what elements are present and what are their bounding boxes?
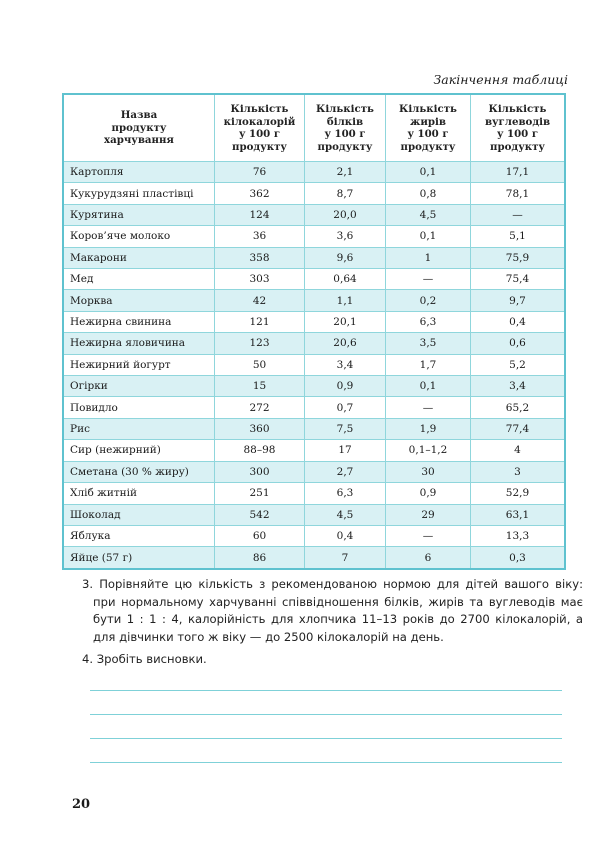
fats-cell: 0,8 bbox=[386, 183, 471, 204]
table-row bbox=[63, 504, 565, 525]
carbohydrates-cell: 77,4 bbox=[471, 418, 566, 439]
table-row bbox=[63, 269, 565, 290]
fats-cell: 3,5 bbox=[386, 333, 471, 354]
carbohydrates-cell: 17,1 bbox=[471, 162, 566, 183]
proteins-cell: 0,64 bbox=[305, 269, 386, 290]
carbohydrates-cell: 75,9 bbox=[471, 247, 566, 268]
proteins-cell: 0,9 bbox=[305, 376, 386, 397]
product-name-cell: Хліб житній bbox=[63, 483, 215, 504]
carbohydrates-cell: 0,3 bbox=[471, 547, 566, 569]
table-row bbox=[63, 204, 565, 225]
fats-cell: 0,2 bbox=[386, 290, 471, 311]
task-3-text: 3. Порівняйте цю кількість з рекомендованою нормою для дітей вашого віку: при нормальному харчуванні співвідношення білків, жирів та вуглеводів має бути 1 : 1 : 4, калорійність для хлопчика 11–13 років до 2700 кілокалорій, а для дівчинки того ж віку — до 2500 кілокалорій на день. bbox=[82, 577, 583, 644]
fats-cell: 6,3 bbox=[386, 311, 471, 332]
nutrition-table bbox=[62, 93, 566, 570]
header-kilocalories: Кількість кілокалорій у 100 г продукту bbox=[215, 94, 305, 162]
nutrition-table-container bbox=[62, 93, 566, 570]
table-row bbox=[63, 162, 565, 183]
task-4-text: 4. Зробіть висновки. bbox=[82, 652, 207, 666]
table-row bbox=[63, 440, 565, 461]
carbohydrates-cell: 9,7 bbox=[471, 290, 566, 311]
fats-cell: 30 bbox=[386, 461, 471, 482]
kilocalories-cell: 123 bbox=[215, 333, 305, 354]
carbohydrates-cell: 5,1 bbox=[471, 226, 566, 247]
header-carbohydrates: Кількість вуглеводів у 100 г продукту bbox=[471, 94, 566, 162]
product-name-cell: Сметана (30 % жиру) bbox=[63, 461, 215, 482]
fats-cell: — bbox=[386, 269, 471, 290]
kilocalories-cell: 303 bbox=[215, 269, 305, 290]
proteins-cell: 4,5 bbox=[305, 504, 386, 525]
carbohydrates-cell: 5,2 bbox=[471, 354, 566, 375]
product-name-cell: Картопля bbox=[63, 162, 215, 183]
fats-cell: 6 bbox=[386, 547, 471, 569]
kilocalories-cell: 86 bbox=[215, 547, 305, 569]
kilocalories-cell: 542 bbox=[215, 504, 305, 525]
product-name-cell: Макарони bbox=[63, 247, 215, 268]
product-name-cell: Яйце (57 г) bbox=[63, 547, 215, 569]
page-number: 20 bbox=[72, 797, 91, 812]
product-name-cell: Сир (нежирний) bbox=[63, 440, 215, 461]
table-row bbox=[63, 461, 565, 482]
proteins-cell: 17 bbox=[305, 440, 386, 461]
proteins-cell: 3,4 bbox=[305, 354, 386, 375]
proteins-cell: 20,1 bbox=[305, 311, 386, 332]
carbohydrates-cell: 4 bbox=[471, 440, 566, 461]
table-row bbox=[63, 290, 565, 311]
kilocalories-cell: 360 bbox=[215, 418, 305, 439]
proteins-cell: 0,4 bbox=[305, 525, 386, 546]
proteins-cell: 1,1 bbox=[305, 290, 386, 311]
table-header-row bbox=[63, 94, 565, 162]
kilocalories-cell: 50 bbox=[215, 354, 305, 375]
table-caption: Закінчення таблиці bbox=[433, 72, 568, 87]
table-row bbox=[63, 311, 565, 332]
kilocalories-cell: 60 bbox=[215, 525, 305, 546]
kilocalories-cell: 300 bbox=[215, 461, 305, 482]
carbohydrates-cell: 3 bbox=[471, 461, 566, 482]
kilocalories-cell: 362 bbox=[215, 183, 305, 204]
table-row bbox=[63, 525, 565, 546]
kilocalories-cell: 124 bbox=[215, 204, 305, 225]
carbohydrates-cell: 78,1 bbox=[471, 183, 566, 204]
proteins-cell: 7 bbox=[305, 547, 386, 569]
carbohydrates-cell: 0,6 bbox=[471, 333, 566, 354]
product-name-cell: Кукурудзяні пластівці bbox=[63, 183, 215, 204]
fats-cell: 1 bbox=[386, 247, 471, 268]
kilocalories-cell: 272 bbox=[215, 397, 305, 418]
proteins-cell: 8,7 bbox=[305, 183, 386, 204]
table-row bbox=[63, 183, 565, 204]
fats-cell: 0,1–1,2 bbox=[386, 440, 471, 461]
proteins-cell: 6,3 bbox=[305, 483, 386, 504]
carbohydrates-cell: — bbox=[471, 204, 566, 225]
product-name-cell: Нежирна свинина bbox=[63, 311, 215, 332]
table-body bbox=[63, 162, 565, 570]
table-row bbox=[63, 397, 565, 418]
product-name-cell: Яблука bbox=[63, 525, 215, 546]
product-name-cell: Коров’яче молоко bbox=[63, 226, 215, 247]
answer-line[interactable] bbox=[90, 690, 562, 691]
product-name-cell: Повидло bbox=[63, 397, 215, 418]
fats-cell: 1,7 bbox=[386, 354, 471, 375]
proteins-cell: 0,7 bbox=[305, 397, 386, 418]
header-fats: Кількість жирів у 100 г продукту bbox=[386, 94, 471, 162]
answer-line[interactable] bbox=[90, 762, 562, 763]
fats-cell: 0,1 bbox=[386, 376, 471, 397]
fats-cell: 0,9 bbox=[386, 483, 471, 504]
kilocalories-cell: 15 bbox=[215, 376, 305, 397]
carbohydrates-cell: 63,1 bbox=[471, 504, 566, 525]
carbohydrates-cell: 75,4 bbox=[471, 269, 566, 290]
header-proteins: Кількість білків у 100 г продукту bbox=[305, 94, 386, 162]
product-name-cell: Курятина bbox=[63, 204, 215, 225]
kilocalories-cell: 121 bbox=[215, 311, 305, 332]
fats-cell: 1,9 bbox=[386, 418, 471, 439]
carbohydrates-cell: 3,4 bbox=[471, 376, 566, 397]
product-name-cell: Морква bbox=[63, 290, 215, 311]
kilocalories-cell: 76 bbox=[215, 162, 305, 183]
fats-cell: — bbox=[386, 525, 471, 546]
answer-line[interactable] bbox=[90, 714, 562, 715]
kilocalories-cell: 42 bbox=[215, 290, 305, 311]
table-row bbox=[63, 376, 565, 397]
table-row bbox=[63, 418, 565, 439]
table-row bbox=[63, 247, 565, 268]
product-name-cell: Нежирний йогурт bbox=[63, 354, 215, 375]
kilocalories-cell: 36 bbox=[215, 226, 305, 247]
carbohydrates-cell: 52,9 bbox=[471, 483, 566, 504]
table-row bbox=[63, 483, 565, 504]
proteins-cell: 20,0 bbox=[305, 204, 386, 225]
proteins-cell: 2,1 bbox=[305, 162, 386, 183]
fats-cell: 29 bbox=[386, 504, 471, 525]
proteins-cell: 20,6 bbox=[305, 333, 386, 354]
table-row bbox=[63, 333, 565, 354]
table-row bbox=[63, 354, 565, 375]
fats-cell: 0,1 bbox=[386, 226, 471, 247]
table-row bbox=[63, 547, 565, 569]
proteins-cell: 9,6 bbox=[305, 247, 386, 268]
kilocalories-cell: 88–98 bbox=[215, 440, 305, 461]
answer-line[interactable] bbox=[90, 738, 562, 739]
product-name-cell: Рис bbox=[63, 418, 215, 439]
fats-cell: 0,1 bbox=[386, 162, 471, 183]
table-row bbox=[63, 226, 565, 247]
product-name-cell: Мед bbox=[63, 269, 215, 290]
header-product-name: Назва продукту харчування bbox=[63, 94, 215, 162]
product-name-cell: Нежирна яловичина bbox=[63, 333, 215, 354]
kilocalories-cell: 358 bbox=[215, 247, 305, 268]
product-name-cell: Огірки bbox=[63, 376, 215, 397]
product-name-cell: Шоколад bbox=[63, 504, 215, 525]
carbohydrates-cell: 13,3 bbox=[471, 525, 566, 546]
fats-cell: 4,5 bbox=[386, 204, 471, 225]
fats-cell: — bbox=[386, 397, 471, 418]
kilocalories-cell: 251 bbox=[215, 483, 305, 504]
proteins-cell: 3,6 bbox=[305, 226, 386, 247]
carbohydrates-cell: 0,4 bbox=[471, 311, 566, 332]
proteins-cell: 7,5 bbox=[305, 418, 386, 439]
carbohydrates-cell: 65,2 bbox=[471, 397, 566, 418]
proteins-cell: 2,7 bbox=[305, 461, 386, 482]
